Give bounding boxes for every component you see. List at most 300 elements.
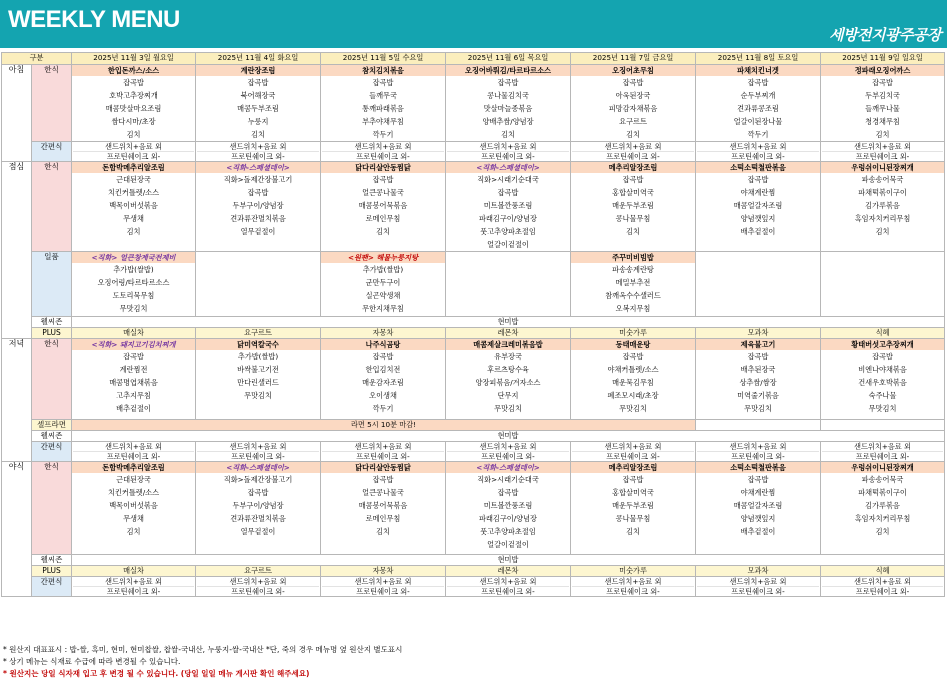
plus-drink: 요구르트: [196, 328, 321, 339]
empty-cell: [821, 420, 945, 431]
dish-item: 로메인무침: [365, 214, 401, 223]
main-dish: 우렁쉬이니된장찌개: [821, 462, 944, 473]
category-light: 간편식: [32, 577, 72, 597]
dish-item: 무맛김치: [744, 404, 772, 413]
empty-cell: [696, 420, 821, 431]
dish-item: 북어해장국: [240, 91, 276, 100]
dish-item: 양념깻잎지: [740, 514, 776, 523]
category-korean: 한식: [32, 65, 72, 142]
dish-cell: [821, 252, 945, 317]
dish-item: 누룽지: [247, 117, 269, 126]
dish-item: 매콤맛살마요조림: [105, 104, 162, 113]
snack-item: 프로틴쉐이크 외-: [855, 587, 910, 596]
meal-label-dinner: 저녁: [2, 339, 32, 462]
dish-cell: [821, 162, 945, 252]
dish-cell: [196, 252, 321, 317]
main-dish: 소떡소떡철판볶음: [696, 162, 820, 173]
dish-item: 상추쌈/쌈장: [739, 378, 777, 387]
dish-item: 김치: [626, 130, 640, 139]
main-dish: <직화-스페셜데이>: [196, 462, 320, 473]
dish-item: 참깨옥수수샐러드: [605, 291, 661, 300]
dish-cell: [72, 462, 196, 555]
main-dish: 소떡소떡철판볶음: [696, 462, 820, 473]
dish-item: 치킨커틀렛/소스: [108, 488, 160, 497]
dish-cell: [446, 252, 571, 317]
dish-item: 군만두구이: [365, 278, 401, 287]
dish-item: 근대된장국: [116, 475, 151, 484]
dish-item: 비엔나야채볶음: [858, 365, 907, 374]
dish-item: 파채떡볶이구이: [858, 488, 907, 497]
dish-item: 후르츠탕수육: [487, 365, 529, 374]
dish-item: 실곤약생채: [365, 291, 401, 300]
category-light: 간편식: [32, 142, 72, 162]
dish-item: 김치: [501, 130, 515, 139]
snack-item: 샌드위치+음료 외: [73, 142, 194, 152]
dish-item: 건새우호박볶음: [858, 378, 907, 387]
dish-item: 매운두부조림: [612, 201, 654, 210]
dish-item: 매운감자조림: [362, 378, 404, 387]
dish-cell: [446, 462, 571, 555]
dish-item: 풋고추양파초절임: [480, 527, 536, 536]
dish-cell: [446, 339, 571, 420]
dish-cell: [196, 65, 321, 142]
dish-item: 콩나물김치국: [487, 91, 529, 100]
snack-item: 프로틴쉐이크 외-: [606, 152, 660, 161]
dish-item: 오이생채: [369, 391, 397, 400]
main-dish: 우렁쉬이니된장찌개: [821, 162, 944, 173]
snack-item: 프로틴쉐이크 외-: [231, 152, 285, 161]
dish-item: 매콤봉어묵볶음: [358, 501, 408, 510]
category-wellness: 웰씨존: [32, 431, 72, 442]
meal-label-night: 야식: [2, 462, 32, 597]
dish-item: 파래김구이/양념장: [479, 514, 537, 523]
snack-cell: [321, 442, 446, 462]
snack-item: 샌드위치+음료 외: [447, 142, 569, 152]
main-dish: 오징어바뤄김/타르타르소스: [446, 65, 570, 76]
dish-item: 호박고추장찌개: [109, 91, 158, 100]
dish-item: 김치: [126, 227, 141, 236]
dish-item: 잡곡밥: [622, 78, 644, 87]
dish-cell: [696, 162, 821, 252]
dish-item: 아욱된장국: [615, 91, 651, 100]
self-ramen-cell: 라면 5시 10분 마감!: [72, 420, 696, 431]
snack-cell: [571, 577, 696, 597]
dish-item: 매콤봉어묵볶음: [358, 201, 408, 210]
header-bar: [0, 0, 947, 48]
dish-cell: [72, 65, 196, 142]
main-dish: <직화-스페셜데이>: [446, 462, 570, 473]
snack-item: 샌드위치+음료 외: [697, 442, 819, 452]
main-dish: 한입돈까스/소스: [72, 65, 195, 76]
dish-item: 흑임자치커리무침: [854, 514, 911, 523]
dish-item: 직화>돌제간장불고기: [223, 175, 293, 184]
main-dish: 매콤제살크레미볶음밥: [446, 339, 570, 350]
dish-item: 풋고추양파초절임: [480, 227, 536, 236]
dish-item: 김치: [376, 227, 390, 236]
dish-item: 근대된장국: [116, 175, 151, 184]
dish-item: 흑임자치커리무침: [854, 214, 911, 223]
dish-item: 요구르트: [619, 117, 647, 126]
dish-item: 바싹불고기전: [237, 365, 279, 374]
main-dish: 주꾸미비빔밥: [571, 252, 695, 263]
dish-item: 김치: [376, 527, 390, 536]
dish-item: 매콤얼갈자조림: [733, 201, 783, 210]
dish-item: 통깨파래볶음: [362, 104, 404, 113]
dish-item: 고추지무침: [116, 391, 151, 400]
dish-cell: [72, 252, 196, 317]
snack-item: 프로틴쉐이크 외-: [106, 452, 161, 461]
dish-cell: [821, 339, 945, 420]
footnote-warning: * 원산지는 당일 식자재 입고 후 변경 될 수 있습니다. (당일 일일 메뉴 게시판 확인 해주세요): [3, 669, 310, 678]
snack-cell: [321, 142, 446, 162]
dish-item: 얼갈이된장나물: [733, 117, 783, 126]
footnotes: [3, 644, 943, 680]
category-korean: 한식: [32, 462, 72, 555]
snack-item: 프로틴쉐이크 외-: [106, 587, 161, 596]
wellness-cell: 현미밥: [72, 555, 945, 566]
category-wellness: 웰씨존: [32, 555, 72, 566]
dish-item: 직화>시래기순대국: [477, 175, 539, 184]
main-dish: 제육불고기: [696, 339, 820, 350]
snack-cell: [571, 142, 696, 162]
category-korean: 한식: [32, 339, 72, 420]
dish-item: 김치: [875, 130, 890, 139]
main-dish: 참치김치볶음: [321, 65, 445, 76]
snack-item: 샌드위치+음료 외: [697, 577, 819, 587]
main-dish: 황태버섯고추장찌개: [821, 339, 944, 350]
snack-item: 프로틴쉐이크 외-: [481, 587, 535, 596]
snack-item: 프로틴쉐이크 외-: [356, 152, 410, 161]
plus-drink: 레몬차: [446, 566, 571, 577]
snack-item: 프로틴쉐이크 외-: [231, 587, 285, 596]
dish-item: 추가밥(쌀밥): [237, 352, 279, 361]
dish-item: 피망감자채볶음: [608, 104, 658, 113]
dish-item: 깍두기: [372, 130, 394, 139]
category-self-ramen: 셀프라면: [32, 420, 72, 431]
snack-item: 프로틴쉐이크 외-: [356, 587, 410, 596]
dish-cell: [196, 462, 321, 555]
dish-item: 매콤얼갈자조림: [733, 501, 783, 510]
dish-item: 단무지: [497, 391, 519, 400]
dish-item: 견과류잔멸치볶음: [230, 214, 286, 223]
dish-cell: [571, 65, 696, 142]
dish-item: 홍합살미역국: [612, 488, 654, 497]
dish-item: 무맛김치: [244, 391, 272, 400]
snack-cell: [696, 442, 821, 462]
dish-item: 메밀부추전: [615, 278, 651, 287]
dish-item: 잡곡밥: [622, 175, 644, 184]
snack-cell: [321, 577, 446, 597]
dish-item: 백목이버섯볶음: [109, 201, 158, 210]
dish-item: 잡곡밥: [497, 188, 519, 197]
snack-item: 샌드위치+음료 외: [822, 577, 943, 587]
dish-item: 얼갈이겉절이: [487, 240, 529, 249]
dish-item: 열무겉절이: [240, 227, 276, 236]
dish-item: 양배추쌈/양념장: [482, 117, 534, 126]
dish-item: 한입김치전: [365, 365, 401, 374]
dish-item: 추가밥(쌀밥): [113, 265, 154, 274]
category-ilpum: 일품: [32, 252, 72, 317]
dish-item: 파송송어묵국: [861, 175, 904, 184]
plus-drink: 매실차: [72, 566, 196, 577]
dish-cell: [821, 462, 945, 555]
dish-item: 잡곡밥: [247, 78, 269, 87]
dish-item: 계란찜전: [119, 365, 148, 374]
dish-item: 김치: [875, 227, 890, 236]
dish-cell: [696, 339, 821, 420]
snack-cell: [446, 577, 571, 597]
dish-item: 잡곡밥: [372, 175, 394, 184]
day-header: 2025년 11월 5일 수요일: [321, 53, 446, 65]
dish-item: 직화>돌제간장불고기: [223, 475, 293, 484]
snack-item: 프로틴쉐이크 외-: [731, 452, 785, 461]
snack-cell: [72, 442, 196, 462]
main-dish: 메추리알장조림: [571, 162, 695, 173]
snack-item: 샌드위치+음료 외: [822, 142, 943, 152]
dish-item: 잡곡밥: [123, 352, 144, 361]
day-header: 2025년 11월 8일 토요일: [696, 53, 821, 65]
main-dish: 닭미역칼국수: [196, 339, 320, 350]
plus-drink: 매실차: [72, 328, 196, 339]
dish-cell: [446, 65, 571, 142]
snack-cell: [821, 142, 945, 162]
plus-drink: 미숫가루: [571, 328, 696, 339]
dish-item: 유부장국: [494, 352, 522, 361]
snack-cell: [696, 577, 821, 597]
dish-item: 얼큰콩나물국: [362, 488, 404, 497]
snack-item: 샌드위치+음료 외: [197, 442, 319, 452]
snack-item: 샌드위치+음료 외: [572, 142, 694, 152]
dish-item: 잡곡밥: [497, 488, 519, 497]
dish-item: 견과류콩조림: [737, 104, 779, 113]
snack-item: 샌드위치+음료 외: [447, 442, 569, 452]
dish-item: 잡곡밥: [747, 78, 769, 87]
dish-item: 배추된장국: [740, 365, 776, 374]
dish-item: 매콤두부조림: [237, 104, 279, 113]
dish-item: 파채떡볶이구이: [858, 188, 907, 197]
dish-item: 폐조모시래/초장: [607, 391, 659, 400]
dish-item: 숙주나물: [868, 391, 897, 400]
dish-cell: [196, 339, 321, 420]
main-dish: 닭다리살안동찜닭: [321, 462, 445, 473]
main-dish: 계란장조림: [196, 65, 320, 76]
snack-cell: [821, 442, 945, 462]
dish-item: 매운묵김무침: [612, 378, 654, 387]
category-plus: PLUS: [32, 328, 72, 339]
dish-item: 오징어링/타르타르소스: [97, 278, 170, 287]
dish-cell: [196, 162, 321, 252]
snack-item: 샌드위치+음료 외: [572, 442, 694, 452]
dish-item: 파송송어묵국: [861, 475, 904, 484]
plus-drink: 자몽차: [321, 328, 446, 339]
meal-label-lunch: 점심: [2, 162, 32, 339]
day-header: 2025년 11월 6일 목요일: [446, 53, 571, 65]
dish-item: 잡곡밥: [747, 175, 769, 184]
menu-body: [2, 65, 945, 597]
snack-cell: [696, 142, 821, 162]
weekly-menu-table: [1, 52, 945, 597]
snack-item: 샌드위치+음료 외: [822, 442, 943, 452]
dish-item: 미트볼깐풍조림: [483, 201, 533, 210]
dish-item: 쌈다시마/초장: [111, 117, 156, 126]
snack-cell: [196, 577, 321, 597]
dish-item: 견과류잔멸치볶음: [230, 514, 286, 523]
main-dish: 동태매운탕: [571, 339, 695, 350]
dish-cell: [821, 65, 945, 142]
day-header: 2025년 11월 3일 월요일: [72, 53, 196, 65]
main-dish: <직화> 얼큰창계국전제비: [72, 252, 195, 263]
dish-item: 양념깻잎지: [740, 214, 776, 223]
main-dish: 돈함박메추리알조림: [72, 462, 195, 473]
dish-item: 추가밥(쌀밥): [362, 265, 404, 274]
dish-item: 야채계란찜: [740, 188, 776, 197]
dish-item: 잡곡밥: [372, 352, 394, 361]
dish-item: 오복지무침: [615, 304, 651, 313]
footnote-origin: * 원산지 대표표시 : 밥-쌀, 흑미, 현미, 현미찹쌀, 찹쌀-국내산, 누룽지-쌀-국내산 *단, 죽의 경우 메뉴명 옆 원산지 별도표시: [3, 645, 403, 654]
dish-cell: [321, 252, 446, 317]
dish-cell: [696, 65, 821, 142]
main-dish: <원팬> 해물누룽지탕: [321, 252, 445, 263]
dish-item: 무한지채무침: [362, 304, 404, 313]
plus-drink: 미숫가루: [571, 566, 696, 577]
dish-item: 파송송계란탕: [612, 265, 654, 274]
dish-cell: [571, 162, 696, 252]
page-title: WEEKLY MENU: [8, 6, 180, 33]
dish-item: 잡곡밥: [123, 78, 144, 87]
main-dish: <직화-스페셜데이>: [446, 162, 570, 173]
dish-item: 홍합살미역국: [612, 188, 654, 197]
main-dish: 나주식곰탕: [321, 339, 445, 350]
dish-item: 무맛김치: [494, 404, 522, 413]
dish-cell: [446, 162, 571, 252]
weekly-menu-table-wrap: [1, 52, 944, 597]
dish-cell: [696, 252, 821, 317]
dish-item: 맛살마늘종볶음: [483, 104, 533, 113]
dish-cell: [72, 162, 196, 252]
snack-item: 샌드위치+음료 외: [447, 577, 569, 587]
main-dish: 메추리알장조림: [571, 462, 695, 473]
day-header: 2025년 11월 7일 금요일: [571, 53, 696, 65]
snack-item: 프로틴쉐이크 외-: [731, 152, 785, 161]
dish-item: 매콤명엽채볶음: [109, 378, 158, 387]
day-header: 2025년 11월 4일 화요일: [196, 53, 321, 65]
dish-item: 들깨무나물: [865, 104, 900, 113]
dish-item: 잡곡밥: [872, 78, 893, 87]
dish-item: 열무겉절이: [240, 527, 276, 536]
snack-item: 프로틴쉐이크 외-: [731, 587, 785, 596]
dish-item: 무생채: [123, 514, 144, 523]
snack-item: 프로틴쉐이크 외-: [356, 452, 410, 461]
main-dish: <직화-스페셜데이>: [196, 162, 320, 173]
dish-item: 김치: [626, 227, 640, 236]
dish-item: 깍두기: [372, 404, 394, 413]
dish-cell: [321, 162, 446, 252]
dish-item: 김가루볶음: [865, 201, 900, 210]
snack-item: 샌드위치+음료 외: [322, 577, 444, 587]
main-dish: <직화> 돼지고기김치찌개: [72, 339, 195, 350]
snack-item: 프로틴쉐이크 외-: [606, 452, 660, 461]
snack-item: 프로틴쉐이크 외-: [481, 152, 535, 161]
dish-item: 김가루볶음: [865, 501, 900, 510]
dish-item: 김치: [875, 527, 890, 536]
main-dish: 정파래오징어까스: [821, 65, 944, 76]
dish-item: 잡곡밥: [247, 188, 269, 197]
snack-cell: [196, 442, 321, 462]
dish-item: 얼갈이겉절이: [487, 540, 529, 549]
dish-item: 김치: [126, 527, 141, 536]
dish-item: 두부김치국: [865, 91, 900, 100]
plus-drink: 식혜: [821, 566, 945, 577]
dish-item: 미트볼깐풍조림: [483, 501, 533, 510]
dish-cell: [321, 462, 446, 555]
brand-logo: 세방전지광주공장: [829, 26, 941, 44]
dish-item: 잡곡밥: [622, 352, 644, 361]
dish-item: 무맛김치: [119, 304, 148, 313]
dish-cell: [321, 339, 446, 420]
plus-drink: 자몽차: [321, 566, 446, 577]
dish-item: 김치: [251, 130, 265, 139]
dish-item: 김치: [626, 527, 640, 536]
day-header: 2025년 11월 9일 일요일: [821, 53, 945, 65]
dish-item: 도토리묵무침: [112, 291, 155, 300]
dish-item: 로메인무침: [365, 514, 401, 523]
dish-item: 배추겉절이: [740, 227, 776, 236]
plus-drink: 요구르트: [196, 566, 321, 577]
plus-drink: 모과차: [696, 328, 821, 339]
snack-cell: [571, 442, 696, 462]
dish-cell: [321, 65, 446, 142]
snack-cell: [446, 442, 571, 462]
snack-item: 샌드위치+음료 외: [73, 442, 194, 452]
wellness-cell: 현미밥: [72, 431, 945, 442]
dish-item: 잡곡밥: [747, 352, 769, 361]
snack-item: 프로틴쉐이크 외-: [606, 587, 660, 596]
dish-cell: [72, 339, 196, 420]
corner-header: 구분: [2, 53, 72, 65]
snack-cell: [821, 577, 945, 597]
dish-item: 잡곡밥: [497, 78, 519, 87]
dish-item: 청경채무침: [865, 117, 900, 126]
snack-item: 샌드위치+음료 외: [572, 577, 694, 587]
snack-item: 프로틴쉐이크 외-: [481, 452, 535, 461]
snack-cell: [72, 577, 196, 597]
dish-item: 두부구이/양념장: [232, 501, 284, 510]
dish-item: 배추겉절이: [740, 527, 776, 536]
dish-item: 잡곡밥: [872, 352, 893, 361]
snack-item: 샌드위치+음료 외: [697, 142, 819, 152]
dish-item: 잡곡밥: [747, 475, 769, 484]
dish-item: 야채계란찜: [740, 488, 776, 497]
main-dish: 오징어초무침: [571, 65, 695, 76]
snack-item: 프로틴쉐이크 외-: [855, 452, 910, 461]
dish-item: 만다린샐러드: [237, 378, 279, 387]
dish-item: 배추겉절이: [116, 404, 151, 413]
snack-cell: [446, 142, 571, 162]
plus-drink: 식혜: [821, 328, 945, 339]
dish-cell: [696, 462, 821, 555]
snack-item: 프로틴쉐이크 외-: [855, 152, 910, 161]
snack-item: 프로틴쉐이크 외-: [106, 152, 161, 161]
wellness-cell: 현미밥: [72, 317, 945, 328]
dish-item: 부추야채무침: [362, 117, 404, 126]
category-korean: 한식: [32, 162, 72, 252]
dish-item: 양장피볶음/겨자소스: [475, 378, 541, 387]
dish-item: 파래김구이/양념장: [479, 214, 537, 223]
dish-item: 두부구이/양념장: [232, 201, 284, 210]
dish-item: 야채커틀렛/소스: [607, 365, 659, 374]
plus-drink: 레몬차: [446, 328, 571, 339]
category-light: 간편식: [32, 442, 72, 462]
